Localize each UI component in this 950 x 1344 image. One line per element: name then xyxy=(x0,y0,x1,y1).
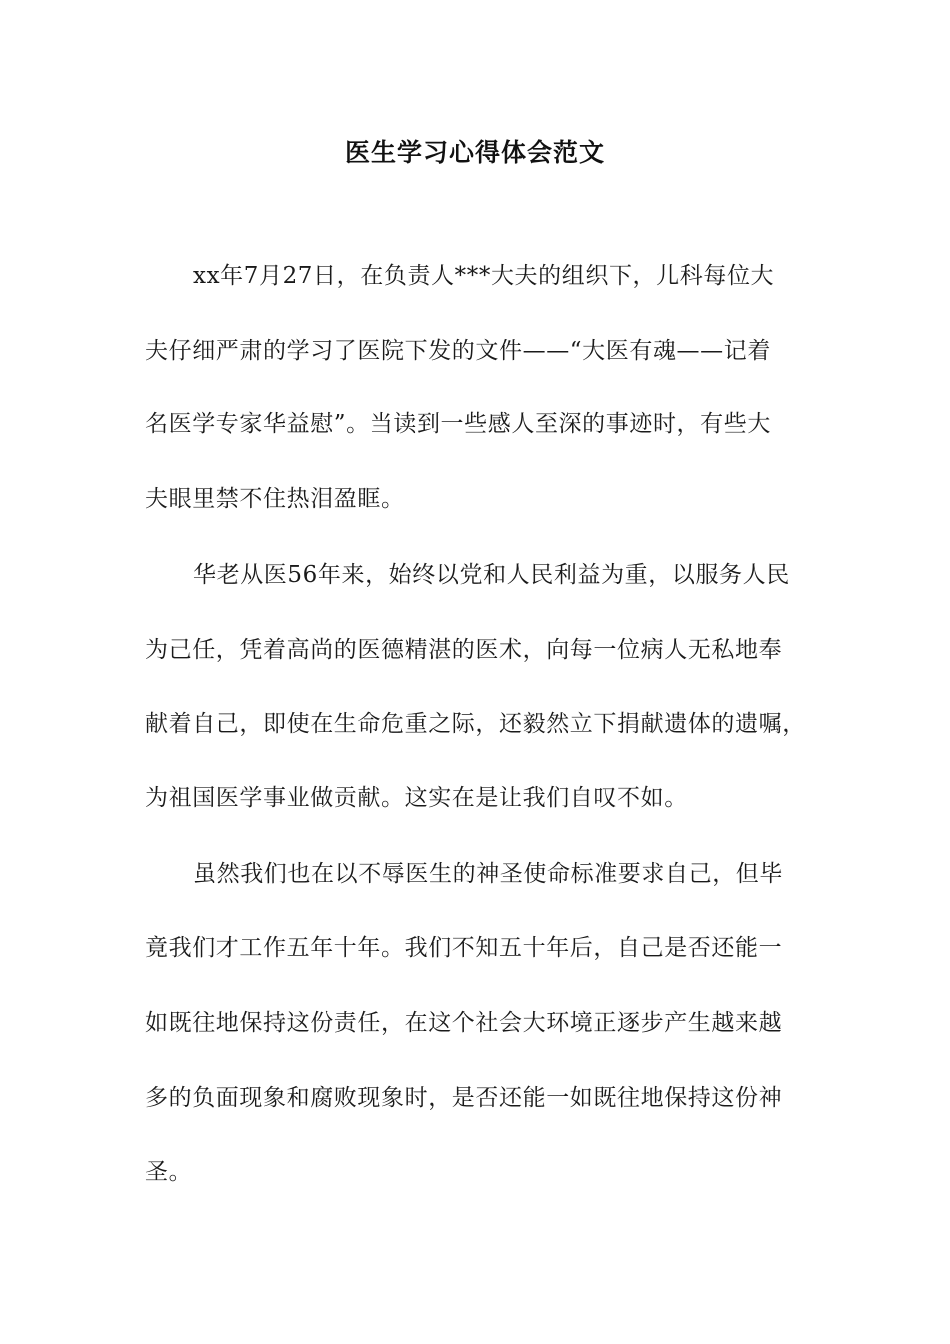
paragraph-2-line-2: 为己任，凭着高尚的医德精湛的医术，向每一位病人无私地奉 xyxy=(145,637,783,663)
paragraph-3-line-5: 圣。 xyxy=(145,1159,193,1185)
paragraph-1-line-2: 夫仔细严肃的学习了医院下发的文件——“大医有魂——记着 xyxy=(145,338,771,364)
document-title: 医生学习心得体会范文 xyxy=(344,138,605,167)
paragraph-3-line-4: 多的负面现象和腐败现象时，是否还能一如既往地保持这份神 xyxy=(145,1085,783,1111)
paragraph-1-line-4: 夫眼里禁不住热泪盈眶。 xyxy=(145,486,405,512)
paragraph-1-line-1: xx年7月27日，在负责人***大夫的组织下，儿科每位大 xyxy=(193,263,775,289)
paragraph-2-line-4: 为祖国医学事业做贡献。这实在是让我们自叹不如。 xyxy=(145,785,688,811)
paragraph-3-line-2: 竟我们才工作五年十年。我们不知五十年后，自己是否还能一 xyxy=(145,935,783,961)
paragraph-2-line-3: 献着自己，即使在生命危重之际，还毅然立下捐献遗体的遗嘱， xyxy=(145,711,806,737)
paragraph-3-line-1: 虽然我们也在以不辱医生的神圣使命标准要求自己，但毕 xyxy=(193,861,783,887)
paragraph-3-line-3: 如既往地保持这份责任，在这个社会大环境正逐步产生越来越 xyxy=(145,1010,783,1036)
paragraph-2-line-1: 华老从医56年来，始终以党和人民利益为重，以服务人民 xyxy=(193,562,790,588)
paragraph-1-line-3: 名医学专家华益慰”。当读到一些感人至深的事迹时，有些大 xyxy=(145,411,771,437)
